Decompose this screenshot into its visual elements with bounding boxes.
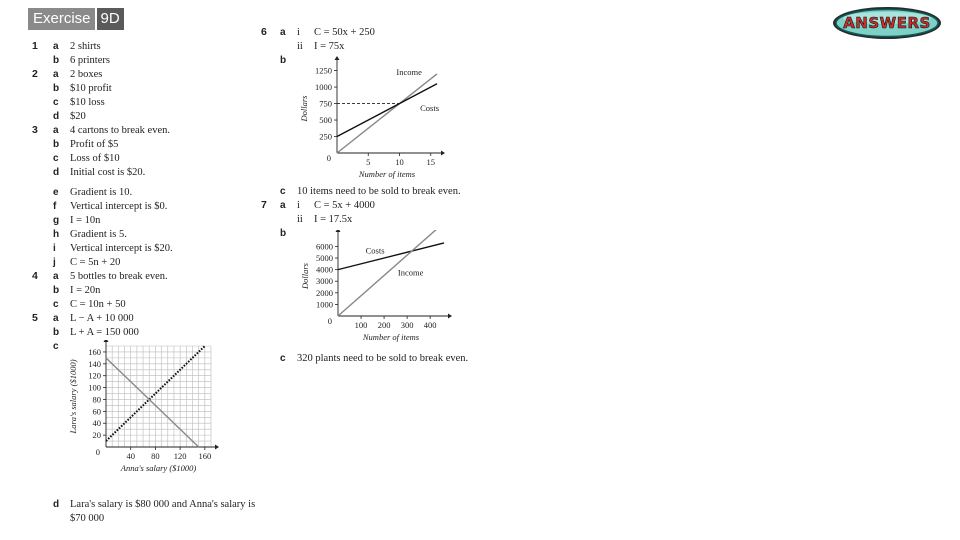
answer-text: 2 boxes (70, 69, 103, 80)
chart-5c-salary (64, 340, 224, 480)
answer-text: $70 000 (70, 513, 105, 524)
question-number: 2 (32, 68, 38, 80)
part-letter: c (53, 341, 59, 352)
exercise-number: 9D (97, 8, 124, 30)
question-number: 1 (32, 40, 38, 52)
part-letter: b (53, 327, 60, 338)
y-tick-label: 6000 (316, 241, 333, 252)
answer-text: I = 75x (314, 41, 345, 52)
x-tick-label: 200 (377, 320, 391, 330)
x-tick-label: 80 (151, 451, 160, 461)
question-number: 7 (261, 199, 267, 211)
x-axis-arrow (448, 314, 452, 319)
part-letter: d (53, 167, 60, 178)
part-letter: a (53, 41, 59, 52)
series-line (338, 243, 444, 270)
x-tick-label: 400 (423, 320, 437, 330)
y-tick-label: 750 (319, 98, 332, 109)
part-letter: c (53, 97, 59, 108)
x-tick-label: 120 (173, 451, 187, 461)
part-letter: b (53, 285, 60, 296)
origin-label: 0 (95, 447, 100, 457)
y-axis-arrow (104, 340, 109, 342)
part-letter: a (280, 200, 286, 211)
y-tick-label: 250 (319, 131, 332, 142)
y-tick-label: 1250 (315, 65, 332, 76)
answer-text: Gradient is 5. (70, 229, 127, 240)
question-number: 4 (32, 270, 38, 282)
x-tick-label: 100 (354, 320, 368, 330)
y-tick-label: 100 (88, 382, 101, 393)
answer-text: I = 20n (70, 285, 101, 296)
origin-label: 0 (326, 153, 331, 163)
chart-6b-break-even (292, 56, 452, 181)
part-letter: a (53, 125, 59, 136)
answer-text: C = 5n + 20 (70, 257, 121, 268)
answer-text: C = 10n + 50 (70, 299, 126, 310)
answer-text: L + A = 150 000 (70, 327, 139, 338)
part-letter: a (53, 69, 59, 80)
y-tick-label: 60 (92, 406, 101, 417)
answer-text: Gradient is 10. (70, 187, 133, 198)
answers-logo (832, 6, 942, 40)
question-number: 5 (32, 312, 38, 324)
y-axis-arrow (335, 56, 340, 60)
y-axis-label: Dollars (299, 95, 309, 122)
subpart-label: i (297, 200, 300, 211)
part-letter: a (53, 313, 59, 324)
x-axis-arrow (215, 445, 219, 450)
y-tick-label: 140 (88, 358, 101, 369)
y-tick-label: 160 (88, 346, 101, 357)
origin-label: 0 (327, 316, 332, 326)
part-letter: e (53, 187, 59, 198)
x-tick-label: 15 (426, 157, 435, 167)
part-letter: c (53, 299, 59, 310)
series-line (338, 230, 444, 316)
part-letter: g (53, 215, 60, 226)
y-tick-label: 3000 (316, 276, 333, 287)
y-axis-arrow (336, 230, 341, 232)
part-letter: f (53, 201, 57, 212)
part-letter: c (280, 353, 286, 364)
answer-text: Loss of $10 (70, 153, 120, 164)
part-letter: c (280, 186, 286, 197)
part-letter: a (53, 271, 59, 282)
y-tick-label: 2000 (316, 287, 333, 298)
answer-text: 5 bottles to break even. (70, 271, 168, 282)
y-tick-label: 1000 (316, 299, 333, 310)
answer-text: L − A + 10 000 (70, 313, 134, 324)
answer-text: $10 profit (70, 83, 112, 94)
part-letter: d (53, 111, 60, 122)
y-tick-label: 5000 (316, 253, 333, 264)
part-letter: b (53, 83, 60, 94)
answer-text: I = 17.5x (314, 214, 353, 225)
answer-text: 4 cartons to break even. (70, 125, 171, 136)
part-letter: b (280, 228, 287, 239)
exercise-banner (28, 8, 124, 30)
x-axis-arrow (441, 151, 445, 156)
answer-text: Vertical intercept is $0. (70, 201, 168, 212)
y-tick-label: 1000 (315, 82, 332, 93)
subpart-label: i (297, 27, 300, 38)
x-tick-label: 10 (395, 157, 404, 167)
answer-text: C = 50x + 250 (314, 27, 375, 38)
answer-text: Profit of $5 (70, 139, 119, 150)
y-tick-label: 20 (92, 430, 101, 441)
x-tick-label: 160 (198, 451, 212, 461)
x-axis-label: Number of items (362, 332, 420, 342)
y-axis-label: Dollars (300, 263, 310, 289)
x-tick-label: 40 (126, 451, 135, 461)
series-line (106, 358, 199, 447)
part-letter: d (53, 499, 60, 510)
y-tick-label: 500 (319, 115, 332, 126)
series-label: Income (397, 267, 424, 278)
x-axis-label: Anna's salary ($1000) (120, 463, 197, 473)
answer-text: 2 shirts (70, 41, 101, 52)
part-letter: i (53, 243, 56, 254)
answer-text: Vertical intercept is $20. (70, 243, 173, 254)
part-letter: b (53, 55, 60, 66)
answer-text: 6 printers (70, 55, 110, 66)
x-tick-label: 5 (366, 157, 371, 167)
answer-text: 10 items need to be sold to break even. (297, 186, 461, 197)
series-line (337, 74, 440, 153)
answer-text: C = 5x + 4000 (314, 200, 375, 211)
part-letter: b (280, 55, 287, 66)
part-letter: b (53, 139, 60, 150)
y-axis-label: Lara's salary ($1000) (68, 359, 78, 434)
y-tick-label: 40 (92, 418, 101, 429)
question-number: 6 (261, 26, 267, 38)
part-letter: c (53, 153, 59, 164)
answer-text: Lara's salary is $80 000 and Anna's salary is (70, 499, 256, 510)
answer-text: I = 10n (70, 215, 101, 226)
y-tick-label: 4000 (316, 264, 333, 275)
answer-text: Initial cost is $20. (70, 167, 146, 178)
series-label: Costs (420, 103, 440, 114)
chart-7b-break-even (292, 230, 452, 350)
y-tick-label: 80 (92, 394, 101, 405)
part-letter: j (53, 257, 56, 268)
y-tick-label: 120 (88, 370, 101, 381)
subpart-label: ii (297, 41, 303, 52)
series-label: Costs (365, 245, 385, 256)
exercise-label: Exercise (28, 8, 95, 30)
subpart-label: ii (297, 214, 303, 225)
answer-text: $20 (70, 111, 86, 122)
part-letter: a (280, 27, 286, 38)
question-number: 3 (32, 124, 38, 136)
x-axis-label: Number of items (358, 169, 416, 179)
answer-text: $10 loss (70, 97, 105, 108)
x-tick-label: 300 (400, 320, 414, 330)
part-letter: h (53, 229, 60, 240)
series-label: Income (396, 67, 422, 78)
svg-text:ANSWERS: ANSWERS (843, 14, 931, 32)
answer-text: 320 plants need to be sold to break even. (297, 353, 469, 364)
